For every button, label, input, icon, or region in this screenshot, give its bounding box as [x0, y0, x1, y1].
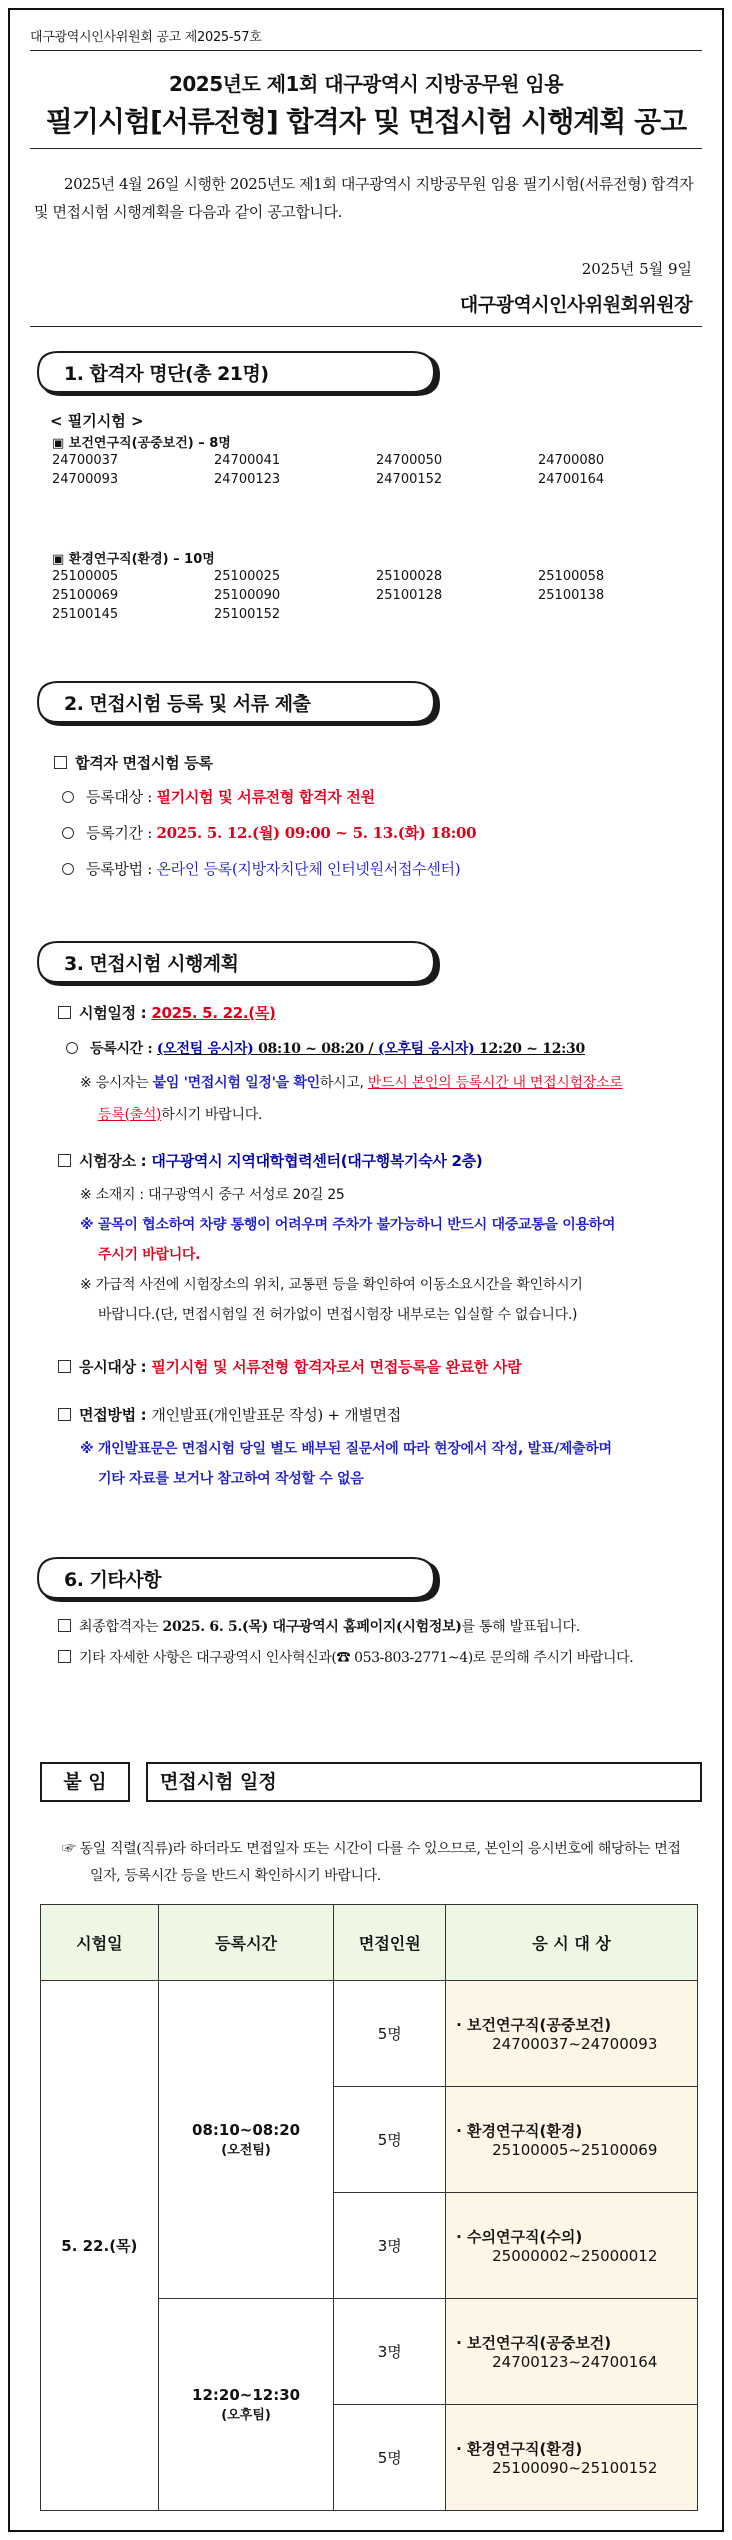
- count-cell: 5명: [334, 1981, 446, 2087]
- am-slot-cell: [158, 1981, 334, 2299]
- text: 를 통해 발표됩니다.: [461, 1619, 580, 1635]
- notice-number: 대구광역시인사위원회 공고 제2025-57호: [30, 30, 262, 45]
- applicant-id: 24700152: [376, 472, 443, 487]
- text: 하시기 바랍니다.: [161, 1107, 263, 1123]
- label: 등록시간 :: [90, 1041, 157, 1057]
- value: 필기시험 및 서류전형 합격자 전원: [156, 788, 375, 806]
- applicant-id: 24700164: [538, 472, 605, 487]
- section-1-title: 1. 합격자 명단(총 21명): [64, 363, 269, 385]
- intro-text: 2025년 4월 26일 시행한 2025년도 제1회 대구광역시 지방공무원 임용 필기시험(서류전형) 합격자 및 면접시험 시행계획을 다음과 같이 공고합니다.: [34, 175, 694, 221]
- am-slot-team: (오전팀): [221, 2143, 271, 2158]
- header-target: 응 시 대 상: [446, 1905, 698, 1981]
- exam-schedule: [58, 1002, 276, 1023]
- text: 최종합격자는: [79, 1619, 163, 1635]
- section-1-header: [36, 350, 444, 400]
- count-cell: 5명: [334, 2405, 446, 2511]
- registration-note-2: [98, 1104, 262, 1124]
- text: 2025. 6. 5.(목) 대구광역시 홈페이지(시험정보): [162, 1619, 462, 1635]
- target-cell: [446, 2405, 698, 2511]
- header-reg-time: 등록시간: [158, 1905, 334, 1981]
- attachment-title: 면접시험 일정: [146, 1762, 702, 1802]
- exam-method: [58, 1404, 401, 1425]
- pm-team: (오후팀 응시자): [377, 1041, 475, 1057]
- checkbox-square-icon: [58, 1408, 71, 1421]
- applicant-id: 24700050: [376, 453, 443, 468]
- signer: 대구광역시인사위원회위원장: [459, 294, 692, 316]
- title-line2: 필기시험[서류전형] 합격자 및 면접시험 시행계획 공고: [45, 105, 687, 138]
- applicant-id: 25100090: [214, 588, 281, 603]
- attachment-note: ☞ 동일 직렬(직류)라 하더라도 면접일자 또는 시간이 다를 수 있으므로, 본인의 응시번호에 해당하는 면접일자, 등록시간 등을 반드시 확인하시기 바랍니다.: [62, 1841, 681, 1884]
- value: 대구광역시 지역대학협력센터(대구행복기숙사 2층): [151, 1152, 483, 1170]
- label: 응시대상 :: [79, 1358, 152, 1376]
- applicant-id: 25100005: [52, 569, 119, 584]
- misc-item-2: [58, 1644, 704, 1673]
- schedule-table: [40, 1904, 698, 2511]
- applicant-id: 25100152: [214, 607, 281, 622]
- header-exam-date: 시험일: [41, 1905, 159, 1981]
- am-team: (오전팀 응시자): [156, 1041, 254, 1057]
- exam-place: [58, 1150, 482, 1171]
- checkbox-square-icon: [58, 1154, 71, 1167]
- registration-period: [62, 822, 476, 843]
- registration-note-1: [80, 1072, 622, 1092]
- applicant-id: 24700123: [214, 472, 281, 487]
- applicant-id: 25100025: [214, 569, 281, 584]
- place-tip-1: ※ 가급적 사전에 시험장소의 위치, 교통편 등을 확인하여 이동소요시간을 확인하시기: [80, 1277, 583, 1293]
- pm-slot-team: (오후팀): [221, 2408, 271, 2423]
- exam-target: [58, 1356, 521, 1377]
- bullet-circle-icon: [62, 863, 74, 875]
- header-count: 면접인원: [334, 1905, 446, 1981]
- notice-date: 2025년 5월 9일: [581, 260, 692, 278]
- value: 개인발표(개인발표문 작성) + 개별면접: [151, 1406, 401, 1424]
- applicant-id: 24700093: [52, 472, 119, 487]
- applicant-id: 25100145: [52, 607, 119, 622]
- label: 등록방법 :: [86, 860, 157, 878]
- table-header-row: [41, 1905, 698, 1981]
- misc-item-1: [58, 1616, 580, 1636]
- pm-slot-time: 12:20~12:30: [192, 2386, 301, 2404]
- target-name: · 환경연구직(환경): [456, 2122, 583, 2140]
- group-2-name: ▣ 환경연구직(환경) – 10명: [52, 552, 215, 567]
- applicant-id: 25100069: [52, 588, 119, 603]
- bullet-circle-icon: [62, 791, 74, 803]
- group-1-name: ▣ 보건연구직(공중보건) – 8명: [52, 436, 231, 451]
- section-2-header: [36, 680, 444, 730]
- group-1-ids: [52, 452, 700, 488]
- applicant-id: 24700080: [538, 453, 605, 468]
- registration-method: [62, 858, 460, 879]
- count-cell: 3명: [334, 2299, 446, 2405]
- am-time: 08:10 ~ 08:20 /: [253, 1041, 378, 1057]
- label: 시험장소 :: [79, 1152, 152, 1170]
- value: 2025. 5. 22.(목): [151, 1004, 276, 1022]
- place-warning-1: ※ 골목이 협소하여 차량 통행이 어려우며 주차가 불가능하니 반드시 대중교통을 이용하여: [80, 1217, 616, 1233]
- label: 등록대상 :: [86, 788, 157, 806]
- value: 온라인 등록(지방자치단체 인터넷원서접수센터): [156, 860, 461, 878]
- label: 시험일정 :: [79, 1004, 152, 1022]
- section-6-header: [36, 1556, 444, 1606]
- section-2-title: 2. 면접시험 등록 및 서류 제출: [64, 693, 311, 715]
- registration-target: [62, 786, 375, 807]
- pm-slot-cell: [158, 2299, 334, 2511]
- registration-time: [66, 1038, 585, 1058]
- text: 하시고,: [319, 1075, 368, 1091]
- text: 등록(출석): [98, 1107, 162, 1123]
- target-name: · 환경연구직(환경): [456, 2440, 583, 2458]
- title-rule: [30, 148, 702, 149]
- text: ※ 응시자는: [80, 1075, 153, 1091]
- place-tip-2: 바랍니다.(단, 면접시험일 전 허가없이 면접시험장 내부로는 입실할 수 없습니다.): [98, 1307, 578, 1323]
- bullet-circle-icon: [66, 1042, 78, 1054]
- label: 면접방법 :: [79, 1406, 152, 1424]
- written-exam-subtitle: < 필기시험 >: [50, 412, 144, 430]
- target-cell: [446, 2299, 698, 2405]
- target-cell: [446, 2193, 698, 2299]
- value: 필기시험 및 서류전형 합격자로서 면접등록을 완료한 사람: [151, 1358, 522, 1376]
- checkbox-square-icon: [58, 1006, 71, 1019]
- checkbox-square-icon: [58, 1360, 71, 1373]
- text: 반드시 본인의 등록시간 내 면접시험장소로: [367, 1075, 623, 1091]
- registration-item-title: 합격자 면접시험 등록: [75, 754, 213, 772]
- target-cell: [446, 1981, 698, 2087]
- registration-item: [54, 752, 213, 773]
- target-name: · 보건연구직(공중보건): [456, 2016, 612, 2034]
- bullet-circle-icon: [62, 827, 74, 839]
- applicant-id: 25100128: [376, 588, 443, 603]
- applicant-id: 25100058: [538, 569, 605, 584]
- target-name: · 수의연구직(수의): [456, 2228, 583, 2246]
- target-range: 25100090~25100152: [492, 2459, 658, 2477]
- checkbox-square-icon: [58, 1619, 71, 1632]
- pm-time: 12:20 ~ 12:30: [474, 1041, 585, 1057]
- exam-date-cell: 5. 22.(목): [41, 1981, 159, 2511]
- place-address: ※ 소재지 : 대구광역시 중구 서성로 20길 25: [80, 1187, 345, 1203]
- header-rule: [30, 50, 702, 51]
- target-range: 24700037~24700093: [492, 2035, 658, 2053]
- count-cell: 5명: [334, 2087, 446, 2193]
- applicant-id: 25100028: [376, 569, 443, 584]
- value: 2025. 5. 12.(월) 09:00 ~ 5. 13.(화) 18:00: [156, 824, 477, 842]
- label: 등록기간 :: [86, 824, 157, 842]
- target-range: 25000002~25000012: [492, 2247, 658, 2265]
- count-cell: 3명: [334, 2193, 446, 2299]
- applicant-id: 24700041: [214, 453, 281, 468]
- section-3-title: 3. 면접시험 시행계획: [64, 953, 239, 975]
- title-line1: 2025년도 제1회 대구광역시 지방공무원 임용: [168, 72, 564, 96]
- checkbox-square-icon: [54, 756, 67, 769]
- am-slot-time: 08:10~08:20: [192, 2121, 301, 2139]
- method-note-2: 기타 자료를 보거나 참고하여 작성할 수 없음: [98, 1471, 364, 1487]
- applicant-id: 25100138: [538, 588, 605, 603]
- target-range: 25100005~25100069: [492, 2141, 658, 2159]
- text: 붙임 '면접시험 일정'을 확인: [152, 1075, 320, 1091]
- target-range: 24700123~24700164: [492, 2353, 658, 2371]
- section-6-title: 6. 기타사항: [64, 1569, 161, 1591]
- checkbox-square-icon: [58, 1650, 71, 1663]
- place-warning-2: 주시기 바랍니다.: [98, 1247, 201, 1263]
- text: 기타 자세한 사항은 대구광역시 인사혁신과(☎ 053-803-2771~4)로 문의해 주시기 바랍니다.: [79, 1650, 634, 1666]
- method-note-1: ※ 개인발표문은 면접시험 당일 별도 배부된 질문서에 따라 현장에서 작성, 발표/제출하며: [80, 1441, 612, 1457]
- table-row: [41, 1981, 698, 2087]
- signer-rule: [30, 326, 702, 327]
- attachment-tag: 붙 임: [40, 1762, 130, 1802]
- applicant-id: 24700037: [52, 453, 119, 468]
- group-2-ids: [52, 568, 700, 623]
- target-name: · 보건연구직(공중보건): [456, 2334, 612, 2352]
- section-3-header: [36, 940, 444, 990]
- target-cell: [446, 2087, 698, 2193]
